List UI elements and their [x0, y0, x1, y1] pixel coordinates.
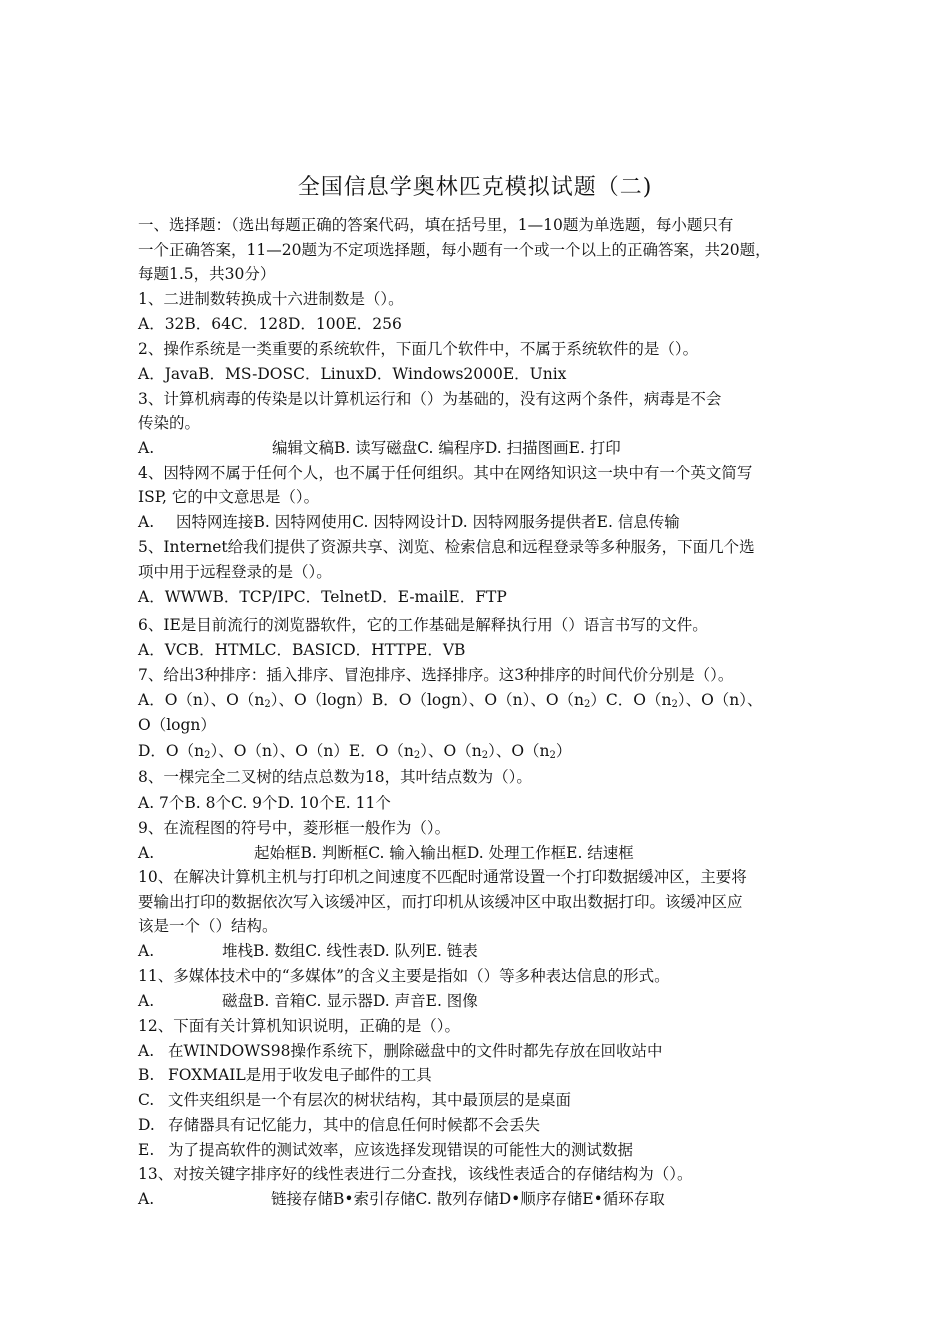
question-9: 9、在流程图的符号中，菱形框一般作为（）。 — [138, 819, 451, 837]
question-6-options: A．VCB．HTMLC．BASICD．HTTPE．VB — [138, 641, 466, 659]
question-7-options-line-3: D．$O(n_2)$、O（n）、O（n）E．$O(n_2)$、$O(n_2)$、$O(n_2)$ — [138, 742, 572, 761]
page-title: 全国信息学奥林匹克模拟试题（二) — [297, 175, 653, 200]
question-7-options-line-2: O（logn） — [138, 716, 216, 734]
question-3-options: A. 编辑文稿B. 读写磁盘C. 编程序D. 扫描图画E. 打印 — [138, 439, 621, 457]
option-label: A. — [138, 439, 155, 457]
question-4-line-1: 4、因特网不属于任何个人，也不属于任何组织。其中在网络知识这一块中有一个英文简写 — [138, 464, 753, 482]
question-12-option-c: C. 文件夹组织是一个有层次的树状结构，其中最顶层的是桌面 — [138, 1091, 572, 1109]
option-label: A. — [138, 844, 155, 862]
option-label: A. — [138, 513, 155, 531]
question-12-option-a: A. 在WINDOWS98操作系统下，删除磁盘中的文件时都先存放在回收站中 — [138, 1042, 663, 1060]
question-7-options-line-1: A．O（n）、$O(n_2)$、O（logn）B．O（logn）、O（n）、$O(n_2)C$．$O(n_2)$、O（n）、 — [138, 691, 763, 710]
question-7: 7、给出3种排序：插入排序、冒泡排序、选择排序。这3种排序的时间代价分别是（）。 — [138, 666, 734, 684]
question-12-option-e: E. 为了提高软件的测试效率，应该选择发现错误的可能性大的测试数据 — [138, 1141, 634, 1159]
question-4-options: A. 因特网连接B. 因特网使用C. 因特网设计D. 因特网服务提供者E. 信息传输 — [138, 513, 680, 531]
question-11-options: A. 磁盘B. 音箱C. 显示器D. 声音E. 图像 — [138, 992, 478, 1010]
option-label: A. — [138, 992, 155, 1010]
question-5-options: A．WWWB．TCP/IPC．TelnetD．E-mailE．FTP — [138, 588, 507, 606]
instructions-line-3: 每题1.5，共30分） — [138, 265, 276, 283]
question-8-options: A. 7个B. 8个C. 9个D. 10个E. 11个 — [138, 794, 391, 812]
question-5-line-1: 5、Internet给我们提供了资源共享、浏览、检索信息和远程登录等多种服务，下面几个选 — [138, 538, 755, 556]
question-10-line-2: 要输出打印的数据依次写入该缓冲区，而打印机从该缓冲区中取出数据打印。该缓冲区应 — [138, 893, 743, 911]
question-12-option-b: B. FOXMAIL是用于收发电子邮件的工具 — [138, 1066, 432, 1084]
instructions-line-2: 一个正确答案，11—20题为不定项选择题，每小题有一个或一个以上的正确答案，共20题， — [138, 241, 771, 259]
question-3-line-1: 3、计算机病毒的传染是以计算机运行和（）为基础的，没有这两个条件，病毒是不会 — [138, 390, 722, 408]
question-8: 8、一棵完全二叉树的结点总数为18，其叶结点数为（）。 — [138, 768, 532, 786]
question-1-options: A．32B．64C．128D．100E．256 — [138, 315, 402, 333]
question-5-line-2: 项中用于远程登录的是（）。 — [138, 563, 332, 581]
question-11: 11、多媒体技术中的“多媒体”的含义主要是指如（）等多种表达信息的形式。 — [138, 967, 670, 985]
question-3-line-2: 传染的。 — [138, 414, 201, 432]
question-12-option-d: D. 存储器具有记忆能力，其中的信息任何时候都不会丢失 — [138, 1116, 541, 1134]
question-12: 12、下面有关计算机知识说明，正确的是（）。 — [138, 1017, 460, 1035]
option-label: A. — [138, 942, 155, 960]
question-10-options: A. 堆栈B. 数组C. 线性表D. 队列E. 链表 — [138, 942, 478, 960]
question-13-options: A. 链接存储B•索引存储C. 散列存储D•顺序存储E•循环存取 — [138, 1190, 665, 1208]
question-4-line-2: ISP, 它的中文意思是（）。 — [138, 488, 320, 506]
option-label: A. — [138, 1190, 155, 1208]
question-2-options: A．JavaB．MS-DOSC．LinuxD．Windows2000E．Unix — [138, 365, 567, 383]
question-2: 2、操作系统是一类重要的系统软件，下面几个软件中，不属于系统软件的是（）。 — [138, 340, 699, 358]
question-9-options: A. 起始框B. 判断框C. 输入输出框D. 处理工作框E. 结速框 — [138, 844, 634, 862]
question-10-line-3: 该是一个（）结构。 — [138, 917, 278, 935]
instructions-line-1: 一、选择题：（选出每题正确的答案代码，填在括号里，1—10题为单选题，每小题只有 — [138, 216, 734, 234]
question-6: 6、IE是目前流行的浏览器软件，它的工作基础是解释执行用（）语言书写的文件。 — [138, 616, 708, 634]
question-13: 13、对按关键字排序好的线性表进行二分查找，该线性表适合的存储结构为（）。 — [138, 1165, 693, 1183]
question-10-line-1: 10、在解决计算机主机与打印机之间速度不匹配时通常设置一个打印数据缓冲区，主要将 — [138, 868, 747, 886]
question-1: 1、二进制数转换成十六进制数是（）。 — [138, 290, 404, 308]
